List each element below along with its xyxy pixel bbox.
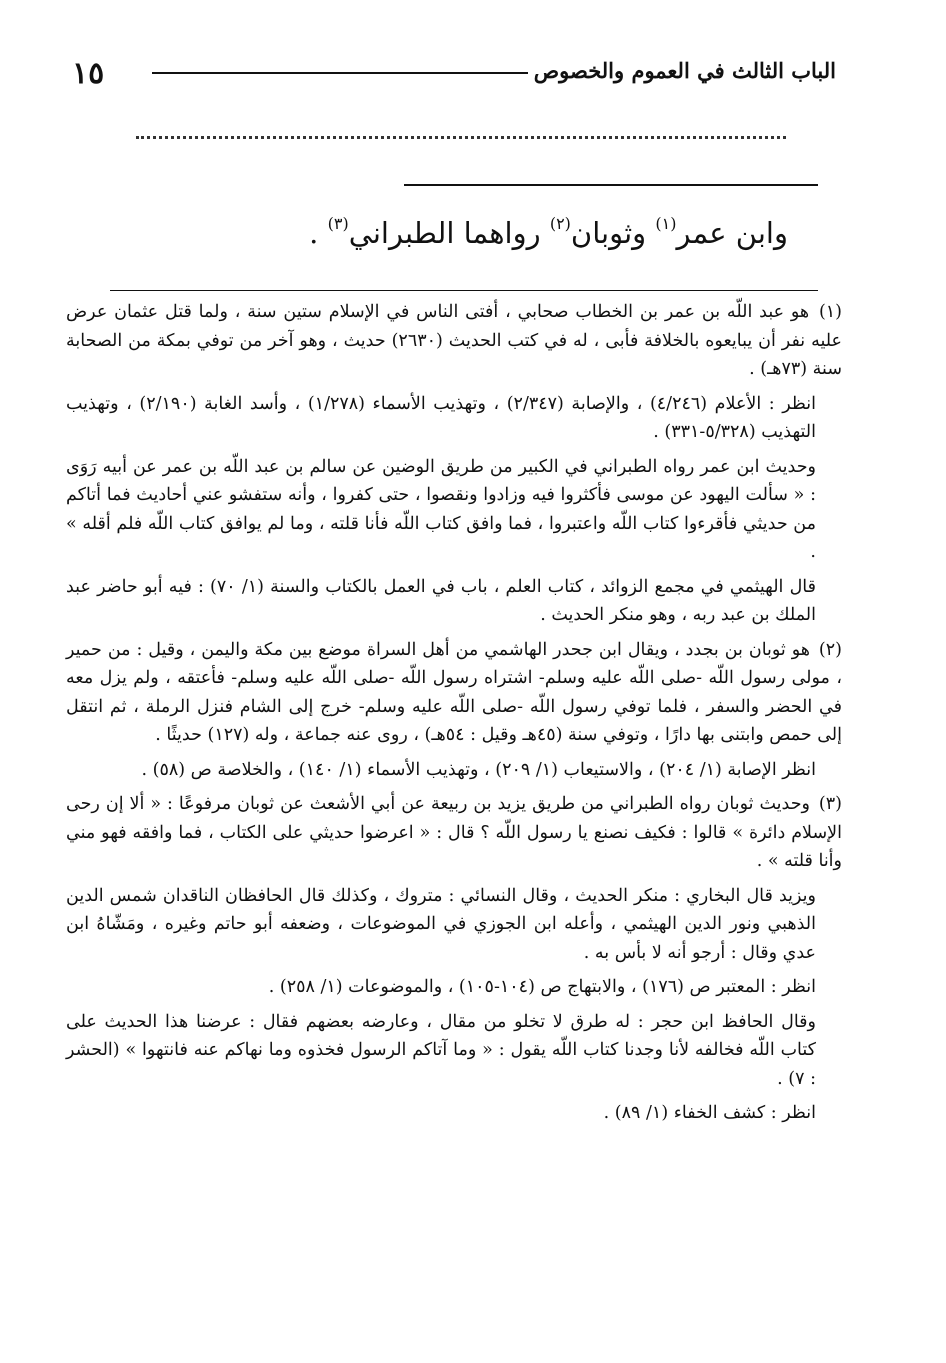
- page-number: ١٥: [72, 56, 105, 91]
- footnote-3-refs: انظر : المعتبر ص (١٧٦) ، والابتهاج ص (١٠٤-١٠٥) ، والموضوعات (١/ ٢٥٨) .: [268, 977, 816, 997]
- running-head: الباب الثالث في العموم والخصوص: [533, 58, 836, 83]
- footnote-2: [66, 636, 842, 750]
- footnote-1-note: قال الهيثمي في مجمع الزوائد ، كتاب العلم ، باب في العمل بالكتاب والسنة (١/ ٧٠) : فيه أبو حاضر عبد الملك بن عبد ربه ، وهو منكر الحديث .: [66, 576, 816, 625]
- footnote-1: [66, 298, 842, 384]
- main-text-1: وابن عمر: [676, 216, 788, 250]
- footnote-1-number: (١): [818, 302, 842, 322]
- main-text-2: وثوبان: [570, 216, 647, 250]
- footnote-2-number: (٢): [818, 639, 842, 660]
- main-text-4: .: [309, 216, 319, 250]
- main-text-3: رواهما الطبراني: [348, 216, 541, 250]
- separator-rule: [404, 184, 818, 186]
- footnotes-rule: [110, 290, 818, 291]
- footnotes: [66, 298, 842, 1134]
- footnote-1-hadith: وحديث ابن عمر رواه الطبراني في الكبير من طريق الوضين عن سالم بن عبد اللّه بن عمر عن أبيه رَوَى : « سألت اليهود عن موسى فأكثروا فيه وزادوا ونقصوا ، حتى كفروا ، وأنه ستفشو عني أحاديث فما أتاكم من حديثي فأقرءوا كتاب اللّه واعتبروا ، فما وافق كتاب اللّه فأنا قلته ، وما لم يوافق كتاب اللّه فلم أقله » .: [66, 456, 816, 562]
- footnote-3-text: وحديث ثوبان رواه الطبراني من طريق يزيد بن ربيعة عن أبي الأشعث عن ثوبان مرفوعًا : « ألا إن رحى الإسلام دائرة » قالوا : فكيف نصنع يا رسول اللّه ؟ قال : « اعرضوا حديثي على الكتاب ، فما وافقه فهو مني وأنا قلته » .: [66, 794, 842, 871]
- footnote-ref-1: (١): [655, 214, 677, 233]
- ellipsis-dotted-line: [136, 136, 786, 139]
- footnote-3-narrator-note: ويزيد قال البخاري : منكر الحديث ، وقال النسائي : متروك ، وكذلك قال الحافظان الناقدان شمس الدين الذهبي ونور الدين الهيثمي ، وأعله ابن الجوزي في الموضوعات ، وضعفه أبو حاتم وغيره ، ومَشّاهُ ابن عدي وقال : أرجو أنه لا بأس به .: [66, 885, 816, 963]
- footnote-1-refs: انظر : الأعلام (٤/٢٤٦) ، والإصابة (٢/٣٤٧) ، وتهذيب الأسماء (١/٢٧٨) ، وأسد الغابة (٢/١٩٠) ، وتهذيب التهذيب (٥/٣٢٨-٣٣١) .: [66, 393, 816, 442]
- footnote-ref-3: (٣): [327, 214, 349, 233]
- footnote-1-text: هو عبد اللّه بن عمر بن الخطاب صحابي ، أفتى الناس في الإسلام ستين سنة ، ولما قتل عثمان عرض عليه نفر أن يبايعوه بالخلافة فأبى ، له في كتب الحديث (٢٦٣٠) حديث ، وهو آخر من توفي بمكة من الصحابة سنة (٧٣هـ) .: [66, 302, 842, 379]
- footnote-3-see-also: انظر : كشف الخفاء (١/ ٨٩) .: [603, 1103, 816, 1123]
- footnote-3-ibn-hajar: وقال الحافظ ابن حجر : له طرق لا تخلو من مقال ، وعارضه بعضهم فقال : عرضنا هذا الحديث على كتاب اللّه فخالفه لأنا وجدنا كتاب اللّه يقول : « وما آتاكم الرسول فخذوه وما نهاكم عنه فانتهوا » (الحشر : ٧) .: [66, 1011, 816, 1089]
- header-rule: [152, 72, 528, 74]
- footnote-2-text: هو ثوبان بن بجدد ، ويقال ابن جحدر الهاشمي من أهل السراة موضع بين مكة واليمن ، وقيل : من حمير ، مولى رسول اللّه -صلى اللّه عليه وسلم- اشتراه رسول اللّه -صلى اللّه عليه وسلم- فأعتقه ، ولم يزل معه في الحضر والسفر ، فلما توفي رسول اللّه -صلى اللّه عليه وسلم- خرج إلى الشام فنزل الرملة ، ثم انتقل إلى حمص وابتنى بها دارًا ، وتوفي سنة (٤٥هـ وقيل : ٥٤هـ) ، روى عنه جماعة ، وله (١٢٧) حديثًا .: [66, 639, 842, 745]
- footnote-2-refs: انظر الإصابة (١/ ٢٠٤) ، والاستيعاب (١/ ٢٠٩) ، وتهذيب الأسماء (١/ ١٤٠) ، والخلاصة ص (٥٨) .: [141, 759, 816, 780]
- footnote-ref-2: (٢): [549, 214, 571, 233]
- footnote-3-number: (٣): [818, 794, 842, 814]
- main-text-line: [309, 214, 788, 251]
- footnote-3: [66, 790, 842, 876]
